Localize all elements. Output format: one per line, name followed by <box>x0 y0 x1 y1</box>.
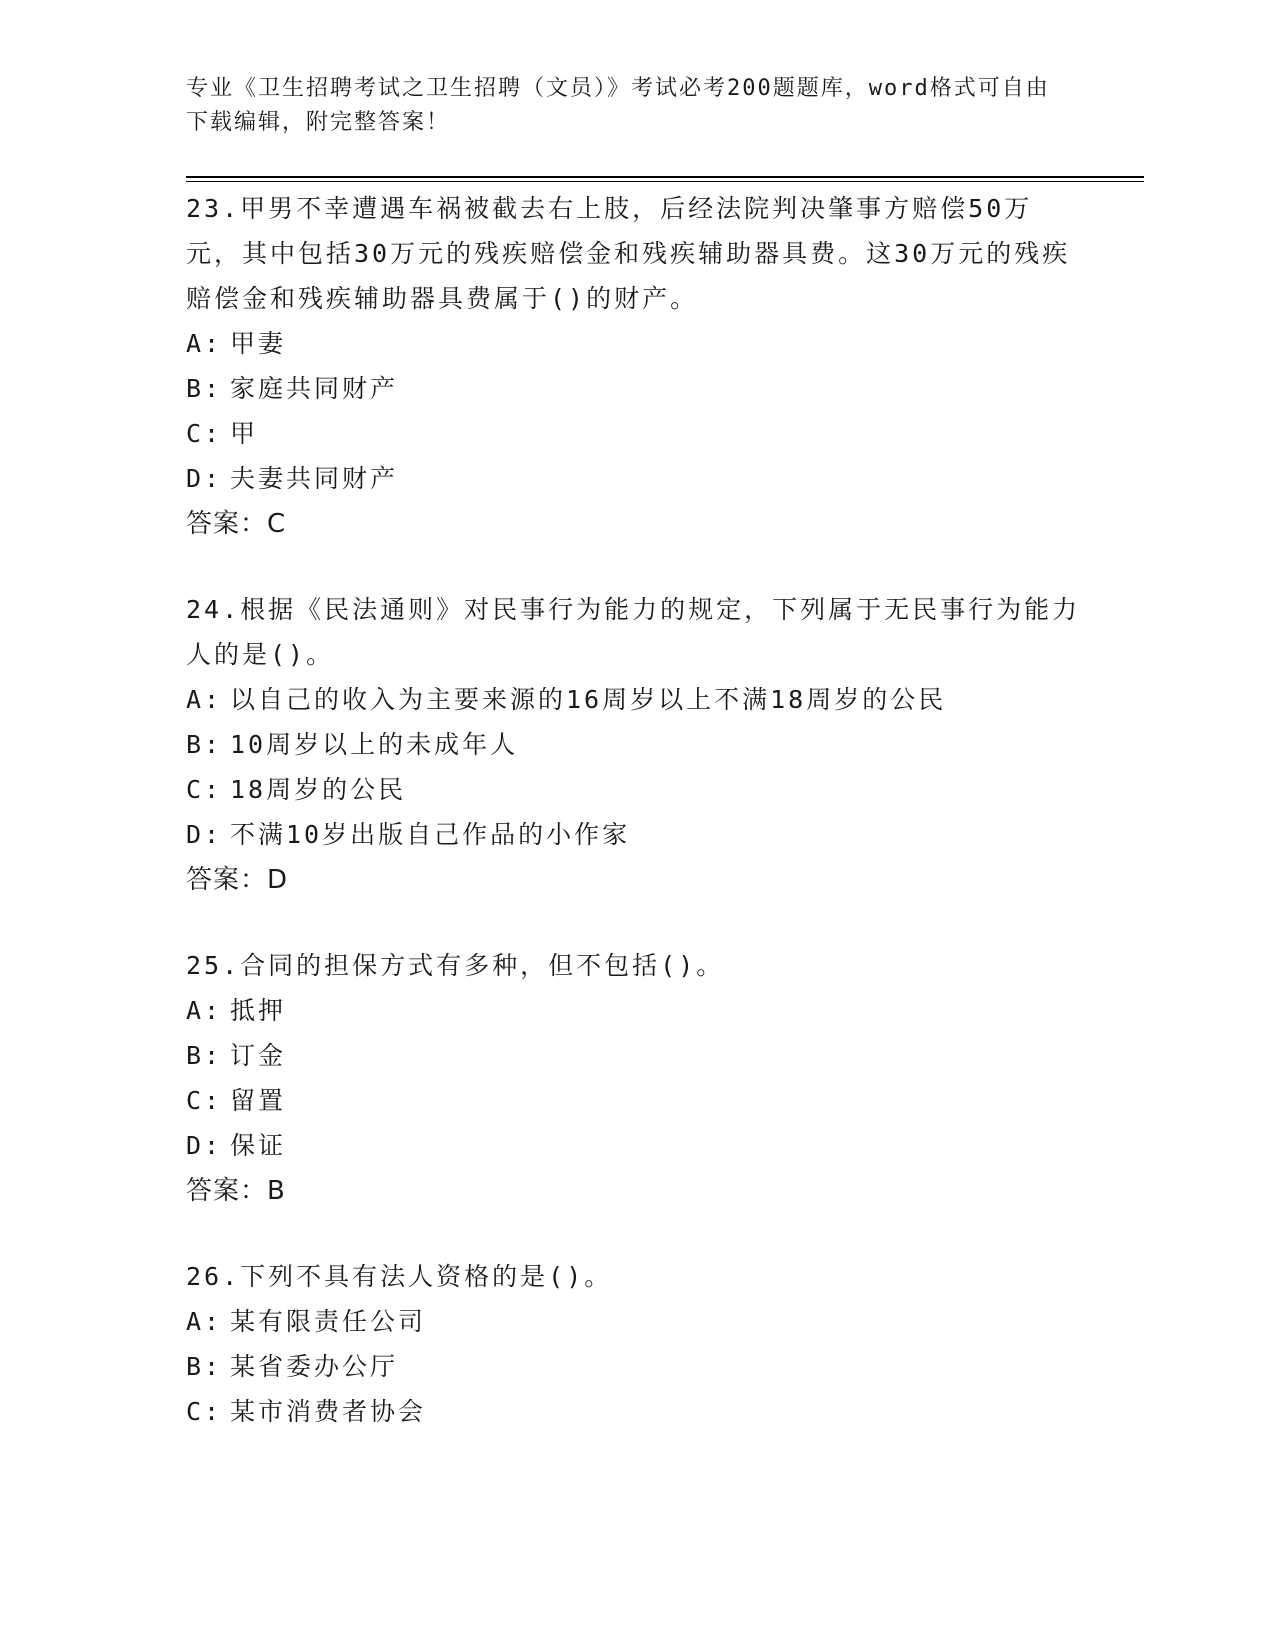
question-26 <box>186 1254 1086 1434</box>
question-stem: 26.下列不具有法人资格的是()。 <box>186 1262 613 1291</box>
option-key: D: <box>186 820 223 849</box>
option-key: B: <box>186 1352 223 1381</box>
option-c <box>186 411 1086 456</box>
option-text: 抵押 <box>230 996 287 1025</box>
option-key: B: <box>186 1041 223 1070</box>
option-key: B: <box>186 730 223 759</box>
option-c <box>186 1389 1086 1434</box>
question-stem: 23.甲男不幸遭遇车祸被截去右上肢，后经法院判决肇事方赔偿50万元，其中包括30万元的残疾赔偿金和残疾辅助器具费。这30万元的残疾赔偿金和残疾辅助器具费属于()的财产。 <box>186 194 1071 313</box>
option-c <box>186 1078 1086 1123</box>
option-key: C: <box>186 1086 223 1115</box>
option-a <box>186 1299 1086 1344</box>
question-25 <box>186 943 1086 1214</box>
option-a <box>186 321 1086 366</box>
option-d <box>186 812 1086 857</box>
option-key: A: <box>186 685 223 714</box>
question-list <box>186 186 1086 1474</box>
option-text: 留置 <box>230 1086 287 1115</box>
question-24 <box>186 587 1086 903</box>
option-key: C: <box>186 775 223 804</box>
question-stem: 25.合同的担保方式有多种，但不包括()。 <box>186 951 725 980</box>
option-text: 家庭共同财产 <box>230 374 399 403</box>
header-rule-thick <box>186 176 1144 178</box>
option-text: 不满10岁出版自己作品的小作家 <box>230 820 631 849</box>
option-text: 夫妻共同财产 <box>230 464 399 493</box>
option-key: C: <box>186 419 223 448</box>
option-text: 甲妻 <box>230 329 287 358</box>
option-key: B: <box>186 374 223 403</box>
option-text: 某市消费者协会 <box>230 1397 427 1426</box>
option-text: 保证 <box>230 1131 287 1160</box>
option-key: A: <box>186 329 223 358</box>
option-text: 订金 <box>230 1041 287 1070</box>
option-text: 某有限责任公司 <box>230 1307 427 1336</box>
option-key: A: <box>186 996 223 1025</box>
question-stem: 24.根据《民法通则》对民事行为能力的规定，下列属于无民事行为能力人的是()。 <box>186 595 1081 669</box>
answer-line: 答案：B <box>186 1176 286 1206</box>
option-d <box>186 1123 1086 1168</box>
answer-line: 答案：C <box>186 509 287 539</box>
option-b <box>186 1033 1086 1078</box>
question-23 <box>186 186 1086 547</box>
option-text: 某省委办公厅 <box>230 1352 399 1381</box>
option-b <box>186 366 1086 411</box>
option-key: D: <box>186 1131 223 1160</box>
option-d <box>186 456 1086 501</box>
answer-line: 答案：D <box>186 865 289 895</box>
option-key: A: <box>186 1307 223 1336</box>
option-text: 甲 <box>230 419 259 448</box>
option-text: 18周岁的公民 <box>230 775 407 804</box>
document-header: 专业《卫生招聘考试之卫生招聘（文员）》考试必考200题题库，word格式可自由下载编辑，附完整答案！ <box>186 76 1050 135</box>
option-b <box>186 722 1086 767</box>
option-a <box>186 988 1086 1033</box>
option-c <box>186 767 1086 812</box>
option-b <box>186 1344 1086 1389</box>
option-text: 以自己的收入为主要来源的16周岁以上不满18周岁的公民 <box>230 685 947 714</box>
option-a <box>186 677 1086 722</box>
option-key: C: <box>186 1397 223 1426</box>
option-text: 10周岁以上的未成年人 <box>230 730 519 759</box>
header-rule-thin <box>186 181 1144 182</box>
option-key: D: <box>186 464 223 493</box>
